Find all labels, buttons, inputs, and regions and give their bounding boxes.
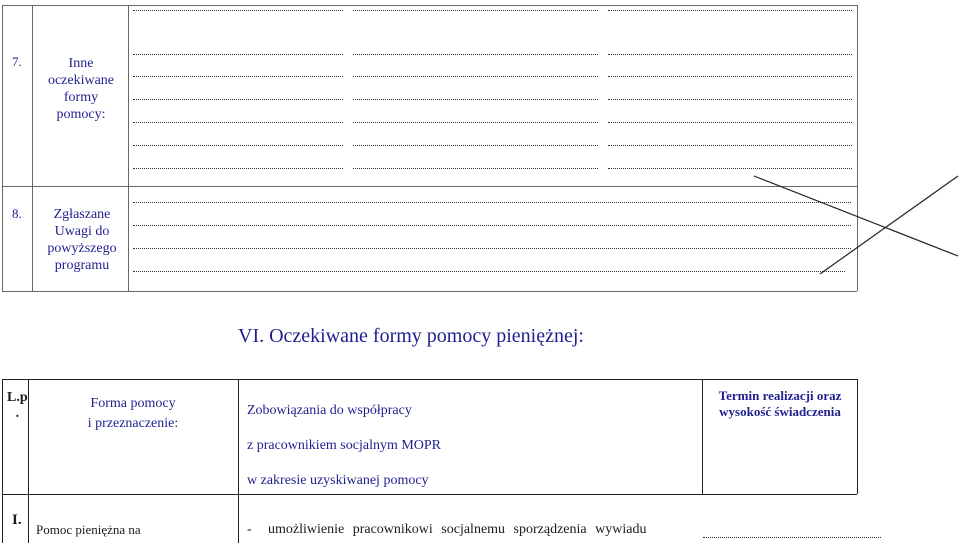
table-border-top [2,379,857,380]
dash-bullet: - [247,522,252,537]
forma-cell: Pomoc pieniężna na [36,522,141,537]
row-number: 8. [12,206,22,221]
row-divider [2,186,857,187]
column-divider [32,5,33,291]
column-divider [28,379,29,543]
fill-in-line[interactable] [703,537,881,538]
column-divider [702,379,703,494]
table-border-bottom [2,291,857,292]
column-divider [128,5,129,291]
row-label: Zgłaszane Uwagi do powyższego programu [47,207,117,273]
row-number: 7. [12,54,22,69]
column-divider [238,379,239,543]
table-border-left [2,379,3,543]
header-divider [2,494,857,495]
header-forma: Forma pomocy i przeznaczenie: [87,396,179,431]
obligation-text: umożliwienie pracownikowi socjalnemu sporządzenia wywiadu [268,522,647,537]
header-termin: Termin realizacji oraz wysokość świadczenia [718,388,842,419]
header-lp: L.p . [7,390,28,421]
table-border-left [2,5,3,291]
section-heading: VI. Oczekiwane formy pomocy pieniężnej: [238,325,584,347]
header-zobowiazania: Zobowiązania do współpracy z pracownikiem socjalnym MOPR w zakresie uzyskiwanej pomocy [247,403,442,488]
table-border-right [857,379,858,494]
cross-out-mark [740,170,959,280]
row-label: Inne oczekiwane formy pomocy: [47,56,115,122]
row-number: I. [12,512,22,528]
table-border-top [2,5,857,6]
